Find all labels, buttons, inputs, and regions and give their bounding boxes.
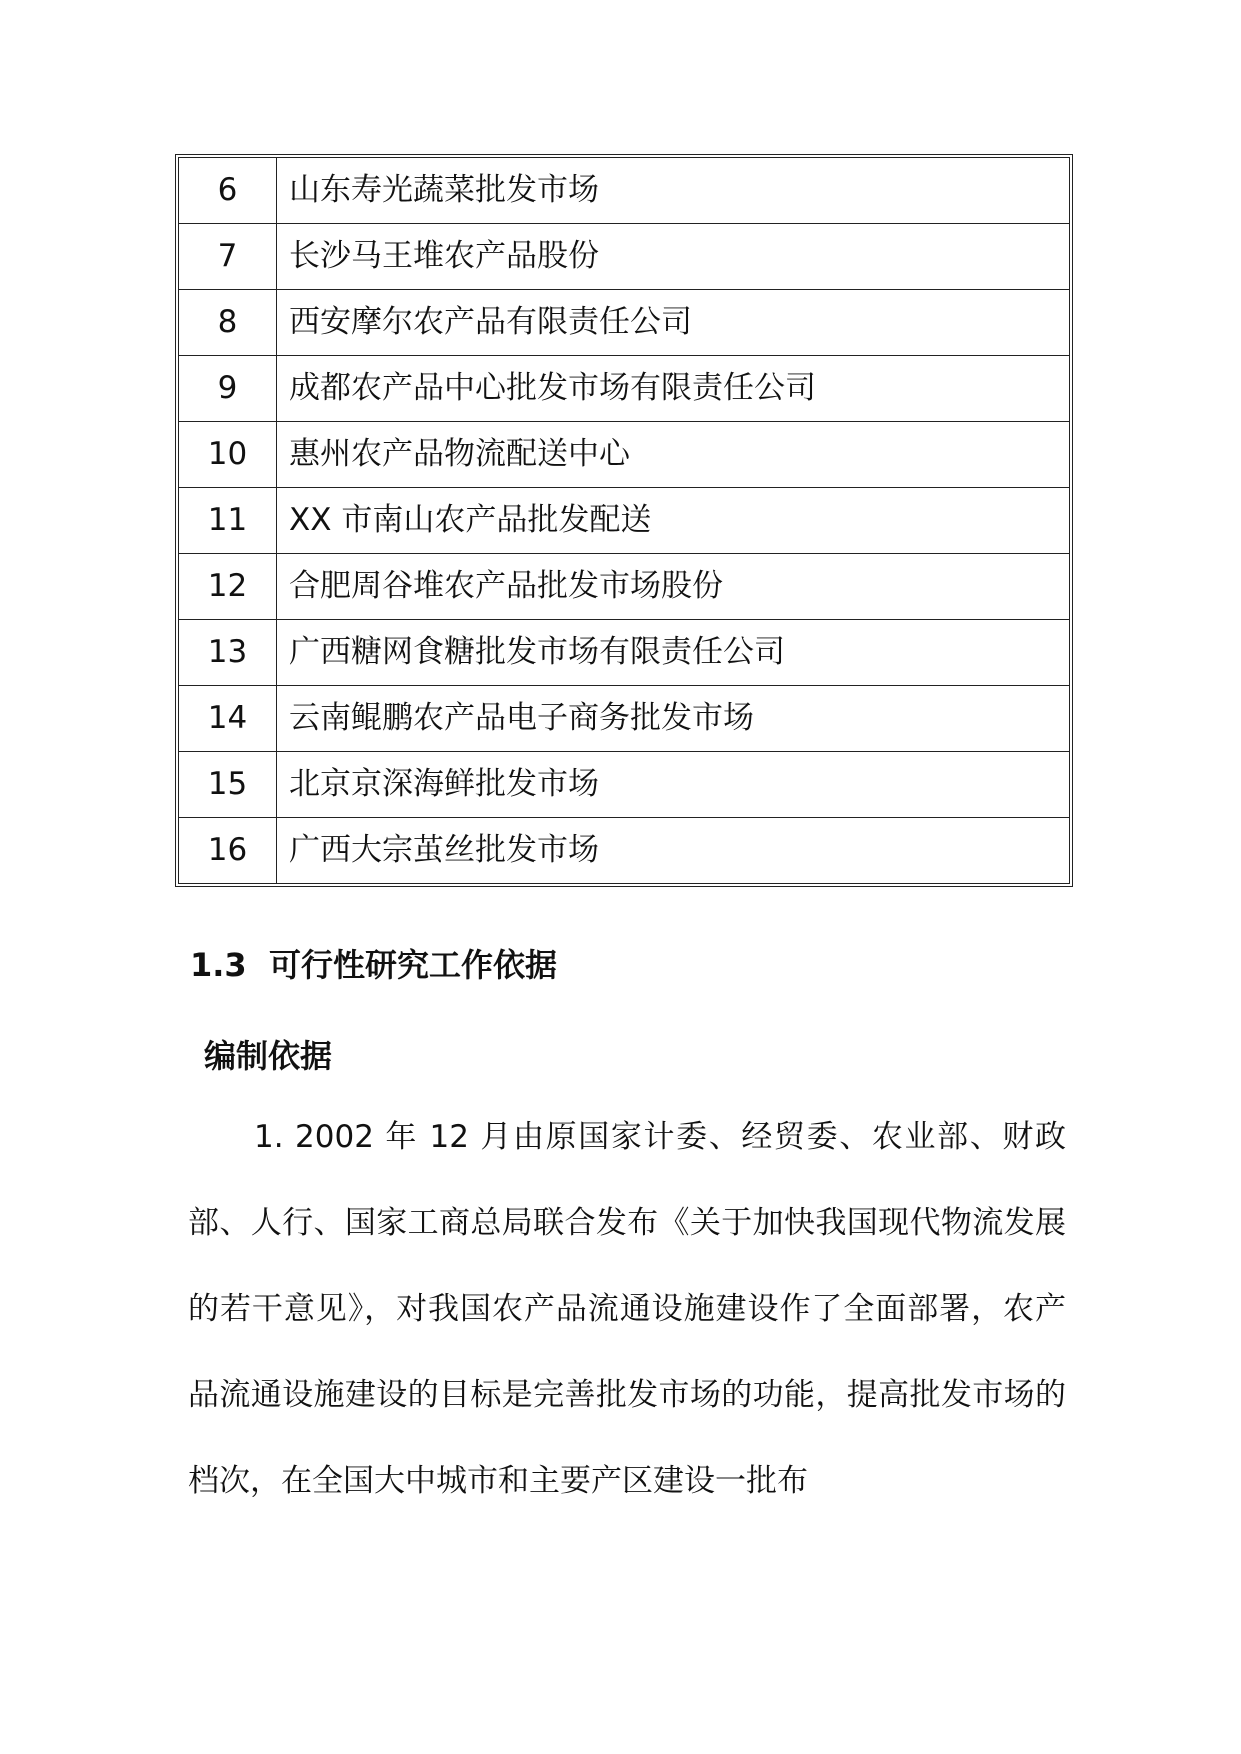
section-heading: 1.3 可行性研究工作依据 bbox=[190, 946, 557, 984]
market-name: XX 市南山农产品批发配送 bbox=[277, 488, 1070, 554]
row-number: 10 bbox=[179, 422, 277, 488]
row-number: 15 bbox=[179, 752, 277, 818]
table-row bbox=[179, 818, 1070, 884]
row-number: 6 bbox=[179, 158, 277, 224]
row-number: 7 bbox=[179, 224, 277, 290]
row-number: 12 bbox=[179, 554, 277, 620]
row-number: 8 bbox=[179, 290, 277, 356]
market-name: 西安摩尔农产品有限责任公司 bbox=[277, 290, 1070, 356]
row-number: 16 bbox=[179, 818, 277, 884]
market-table bbox=[178, 157, 1070, 884]
market-name: 合肥周谷堆农产品批发市场股份 bbox=[277, 554, 1070, 620]
market-table-frame bbox=[175, 154, 1073, 887]
subsection-heading: 编制依据 bbox=[204, 1037, 333, 1075]
row-number: 13 bbox=[179, 620, 277, 686]
row-number: 11 bbox=[179, 488, 277, 554]
market-name: 山东寿光蔬菜批发市场 bbox=[277, 158, 1070, 224]
market-name: 长沙马王堆农产品股份 bbox=[277, 224, 1070, 290]
market-name: 广西糖网食糖批发市场有限责任公司 bbox=[277, 620, 1070, 686]
market-name: 惠州农产品物流配送中心 bbox=[277, 422, 1070, 488]
market-name: 云南鲲鹏农产品电子商务批发市场 bbox=[277, 686, 1070, 752]
table-row bbox=[179, 752, 1070, 818]
table-row bbox=[179, 158, 1070, 224]
table-row bbox=[179, 686, 1070, 752]
table-row bbox=[179, 290, 1070, 356]
market-name: 北京京深海鲜批发市场 bbox=[277, 752, 1070, 818]
row-number: 9 bbox=[179, 356, 277, 422]
table-row bbox=[179, 554, 1070, 620]
market-name: 广西大宗茧丝批发市场 bbox=[277, 818, 1070, 884]
body-paragraph: 1. 2002 年 12 月由原国家计委、经贸委、农业部、财政部、人行、国家工商总局联合发布《关于加快我国现代物流发展的若干意见》，对我国农产品流通设施建设作了全面部署，农产品流通设施建设的目标是完善批发市场的功能，提高批发市场的档次，在全国大中城市和主要产区建设一批布 bbox=[188, 1119, 1066, 1499]
market-name: 成都农产品中心批发市场有限责任公司 bbox=[277, 356, 1070, 422]
row-number: 14 bbox=[179, 686, 277, 752]
table-row bbox=[179, 488, 1070, 554]
table-row bbox=[179, 356, 1070, 422]
table-row bbox=[179, 422, 1070, 488]
table-row bbox=[179, 620, 1070, 686]
table-row bbox=[179, 224, 1070, 290]
